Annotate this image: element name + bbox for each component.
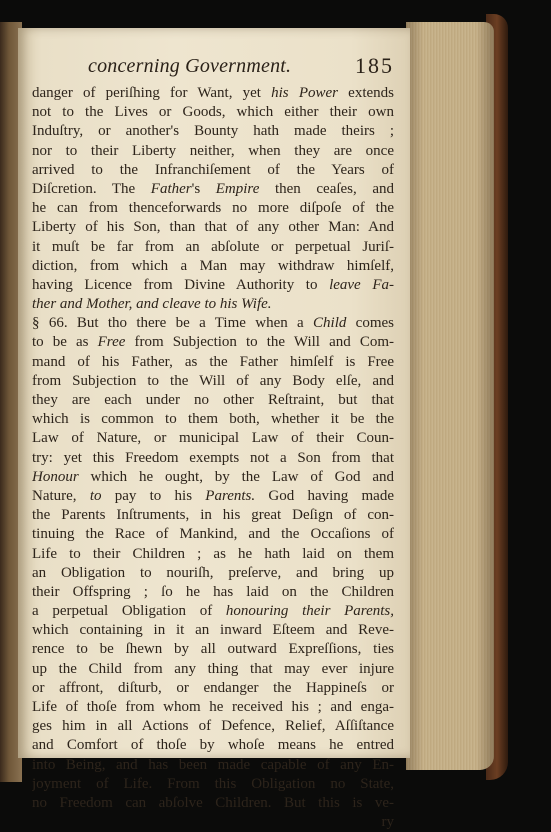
text-line [32,506,394,525]
text-line [32,717,394,736]
text-run: and Comfort of thoſe by whoſe means he entred [32,737,394,754]
text-run: their Offspring ; ſo he has laid on the Children [32,583,394,600]
italic-text: Father [150,180,192,197]
page-number: 185 [355,53,394,78]
text-run: from Subjection to the Will of any Body elſe, and [32,372,394,389]
text-line [32,180,394,199]
text-line [32,564,394,583]
text-run: arrived to the Infranchiſement of the Years of [32,161,394,178]
text-line [32,794,394,813]
text-line [32,161,394,180]
text-run: from Subjection to the Will and Com- [125,334,394,351]
text-run: Life to their Children ; as he hath laid on them [32,545,394,562]
text-run: Liberty of his Son, than that of any other Man: And [32,219,394,236]
text-run: up the Child from any thing that may ever injure [32,660,394,677]
italic-text: Honour [32,468,79,485]
text-line [32,525,394,544]
text-run: § 66. But tho there be a Time when a [32,315,314,332]
text-line [32,333,394,352]
text-run: into Being, and has been made capable of any En- [32,756,394,773]
text-line [32,391,394,410]
text-run: or affront, diſturb, or endanger the Happineſs or [32,679,394,696]
text-line [32,545,394,564]
italic-text: his Power [271,85,338,101]
text-run: 's [191,180,216,197]
text-line [32,218,394,237]
text-line [32,736,394,755]
text-run: which is common to them both, whether it be the [32,411,394,428]
text-run: to be as [32,334,98,351]
text-run: no Freedom can abſolve Children. But this is ve- [32,794,394,811]
text-run: not to the Lives or Goods, which either their own [32,104,394,121]
text-line [32,353,394,372]
text-run: comes [346,315,394,332]
text-line [32,429,394,448]
text-line [32,698,394,717]
text-run: extends [338,85,394,101]
text-run: ges him in all Actions of Defence, Relief, Aſſiſtance [32,718,394,735]
text-run: then ceaſes, and [259,180,394,197]
text-line [32,487,394,506]
text-line [32,142,394,161]
text-run: Nature, [32,487,90,504]
text-line [32,640,394,659]
text-line [32,295,394,314]
text-run: they are each under no other Reſtraint, but that [32,392,394,408]
text-run: it muſt be far from an abſolute or perpetual Juriſ- [32,238,394,255]
text-line [32,372,394,391]
text-line [32,410,394,429]
text-run: rence to be ſhewn by all outward Expreſſions, ties [32,641,394,658]
text-run: danger of periſhing for Want, yet [32,85,272,101]
italic-text: to [89,487,102,504]
text-line [32,756,394,775]
text-run: nor to their Liberty neither, when they are once [32,142,394,159]
text-line [32,679,394,698]
text-line [32,775,394,794]
text-line [32,238,394,257]
text-line [32,621,394,640]
text-run: Life of thoſe from whom he received his ; and enga- [32,699,394,715]
text-run: God having made [255,487,394,504]
text-line [32,583,394,602]
text-line [32,468,394,487]
text-run: he can from thenceforwards no more diſpoſe of the [32,200,394,217]
text-run: Law of Nature, or municipal Law of their Coun- [32,430,394,447]
text-run: Induſtry, or another's Bounty hath made theirs ; [32,123,394,140]
italic-text: Empire [215,180,260,197]
text-line [32,122,394,141]
text-line [32,314,394,333]
text-run: diction, from which a Man may withdraw himſelf, [32,257,394,274]
text-line [32,449,394,468]
text-line [32,602,394,621]
italic-text: Parents. [205,487,256,504]
text-line [32,276,394,295]
text-line [32,660,394,679]
text-line [32,84,394,103]
text-line [32,103,394,122]
text-run: tinuing the Race of Mankind, and the Occaſions of [32,526,394,543]
text-run: mand of his Father, as the Father himſelf is Free [32,353,394,370]
text-run: an Obligation to nouriſh, preſerve, and bring up [32,564,394,581]
text-run: try: yet this Freedom exempts not a Son from that [32,449,394,466]
text-run: which containing in it an inward Eſteem and Reve- [32,622,394,639]
page-header [48,55,394,83]
italic-text: honouring their Parents, [225,603,394,620]
body-text [32,84,394,832]
text-run: joyment of Life. From this Obligation no State, [32,775,394,792]
text-run: Diſcretion. The [32,180,151,197]
italic-text: Free [97,334,126,351]
book-page [18,28,410,831]
running-head: concerning Government. [88,55,292,77]
italic-text: ther and Mother, and cleave to his Wife. [32,296,272,313]
page-block-shading [406,22,494,770]
text-run: having Licence from Divine Authority to [32,276,330,293]
catchword: ry [381,814,394,831]
text-run: a perpetual Obligation of [32,603,226,620]
italic-text: Child [313,315,347,332]
text-line [32,257,394,276]
text-run: which he ought, by the Law of God and [78,468,394,485]
italic-text: leave Fa- [329,276,394,293]
text-run: pay to his [101,487,206,504]
text-line [32,199,394,218]
text-run: the Parents Inſtruments, in his great Deſign of con- [32,507,394,524]
